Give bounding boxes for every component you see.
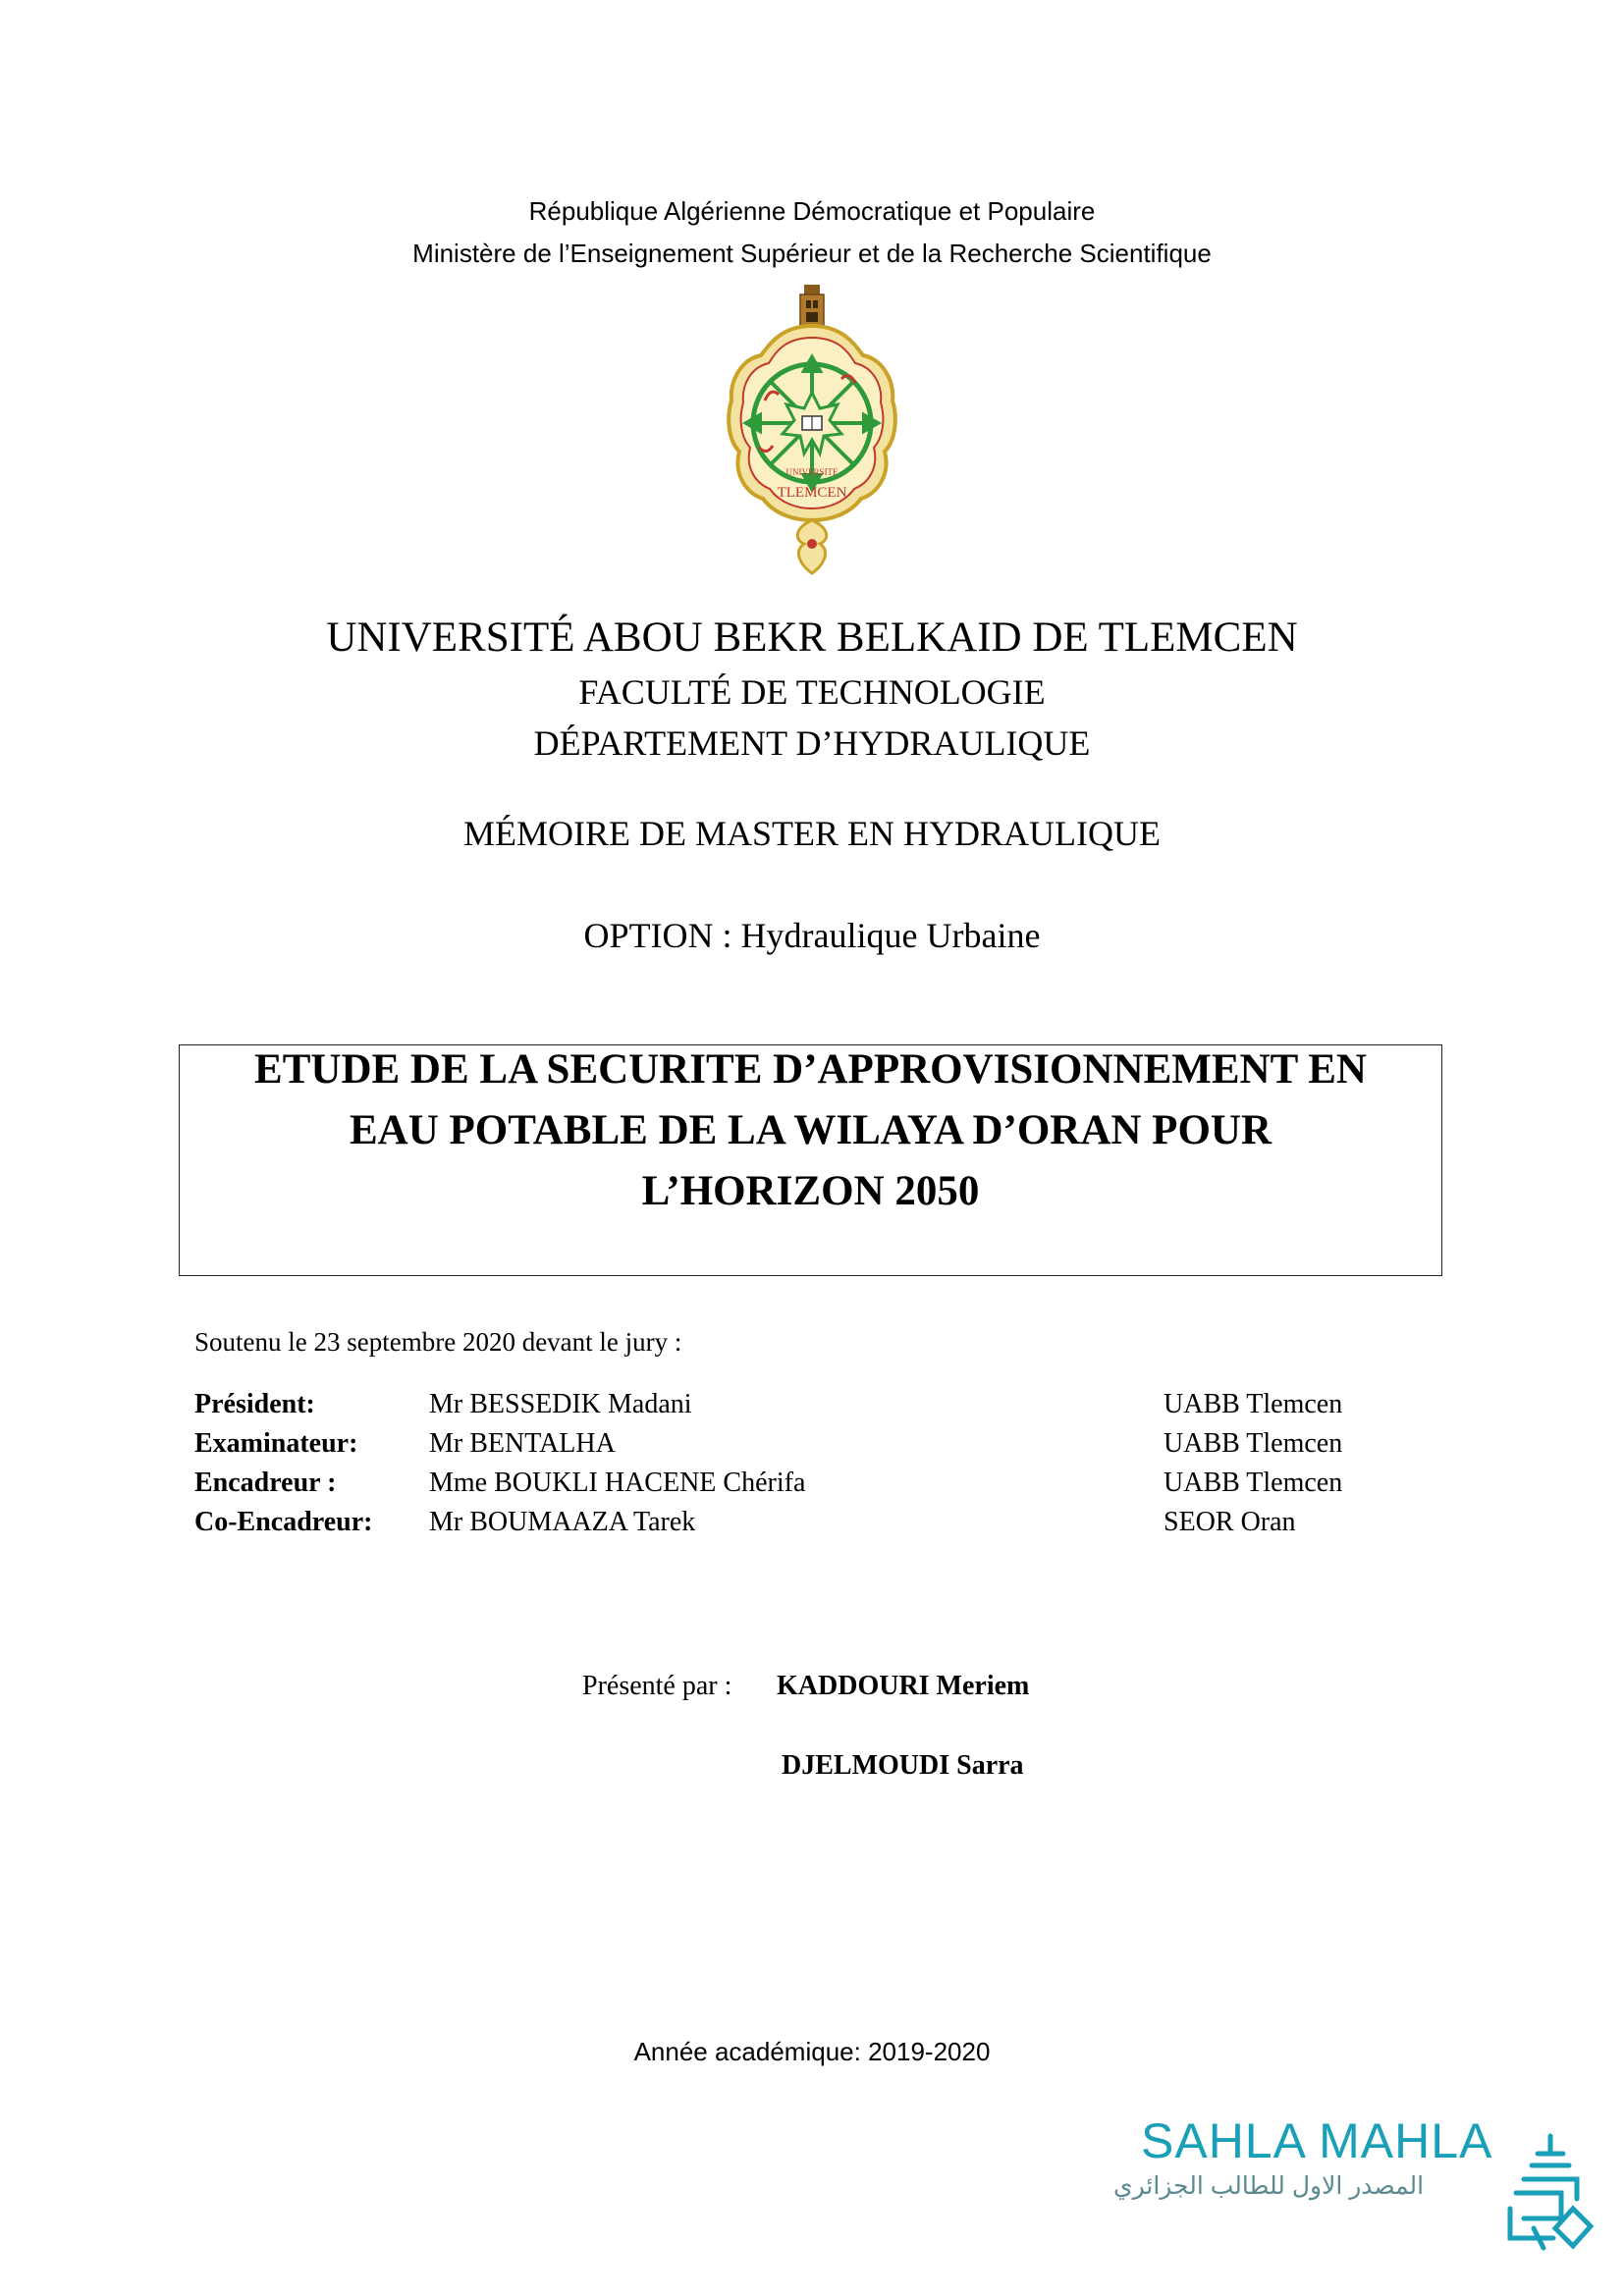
- svg-text:UNIVERSITE: UNIVERSITE: [785, 467, 839, 477]
- thesis-title-line: ETUDE DE LA SECURITE D’APPROVISIONNEMENT EN: [254, 1046, 1367, 1093]
- jury-affiliation: UABB Tlemcen: [1164, 1389, 1343, 1419]
- option-line: OPTION : Hydraulique Urbaine: [583, 916, 1041, 955]
- thesis-title-line: EAU POTABLE DE LA WILAYA D’ORAN POUR: [349, 1107, 1272, 1153]
- jury-member-row: [194, 1507, 1471, 1546]
- republic-line: République Algérienne Démocratique et Populaire: [528, 196, 1096, 226]
- jury-member-row: [194, 1468, 1471, 1507]
- department-name: DÉPARTEMENT D’HYDRAULIQUE: [533, 723, 1091, 763]
- jury-affiliation: UABB Tlemcen: [1164, 1428, 1343, 1459]
- university-name: UNIVERSITÉ ABOU BEKR BELKAID DE TLEMCEN: [326, 614, 1298, 661]
- ministry-line: Ministère de l’Enseignement Supérieur et de la Recherche Scientifique: [412, 239, 1212, 268]
- jury-role: Encadreur :: [194, 1468, 337, 1498]
- author-name: DJELMOUDI Sarra: [782, 1750, 1024, 1781]
- jury-role: Co-Encadreur:: [194, 1507, 373, 1537]
- watermark-calligraphy-icon: [1504, 2130, 1597, 2258]
- jury-name: Mr BENTALHA: [429, 1428, 616, 1459]
- jury-member-row: [194, 1428, 1471, 1468]
- academic-year: Année académique: 2019-2020: [633, 2037, 991, 2066]
- jury-role: Examinateur:: [194, 1428, 358, 1459]
- jury-name: Mr BOUMAAZA Tarek: [429, 1507, 696, 1537]
- jury-role: Président:: [194, 1389, 315, 1419]
- jury-name: Mme BOUKLI HACENE Chérifa: [429, 1468, 806, 1498]
- jury-member-row: [194, 1389, 1471, 1428]
- watermark-brand: SAHLA MAHLA: [1141, 2113, 1493, 2168]
- defense-date-line: Soutenu le 23 septembre 2020 devant le jury :: [194, 1327, 682, 1357]
- jury-affiliation: UABB Tlemcen: [1164, 1468, 1343, 1498]
- svg-text:TLEMCEN: TLEMCEN: [777, 485, 847, 501]
- jury-affiliation: SEOR Oran: [1164, 1507, 1296, 1537]
- thesis-title-box: [179, 1044, 1442, 1276]
- author-name: KADDOURI Meriem: [777, 1671, 1030, 1701]
- thesis-title-line: L’HORIZON 2050: [641, 1168, 980, 1214]
- presented-by-label: Présenté par :: [582, 1671, 732, 1701]
- watermark-tagline: المصدر الاول للطالب الجزائري: [1113, 2172, 1425, 2200]
- faculty-name: FACULTÉ DE TECHNOLOGIE: [578, 672, 1046, 712]
- degree-line: MÉMOIRE DE MASTER EN HYDRAULIQUE: [463, 814, 1161, 853]
- jury-name: Mr BESSEDIK Madani: [429, 1389, 692, 1419]
- university-seal-logo: [726, 283, 898, 575]
